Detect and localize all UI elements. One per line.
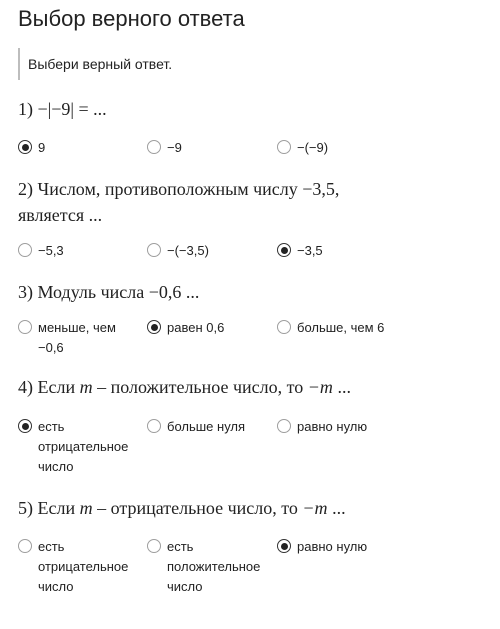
option-label: есть отрицательное число: [38, 419, 129, 474]
radio-button[interactable]: [147, 243, 161, 257]
radio-button[interactable]: [277, 419, 291, 433]
radio-button[interactable]: [277, 320, 291, 334]
q2-option-3[interactable]: [277, 241, 323, 261]
question-1: 1) −|−9| = ...: [18, 99, 107, 119]
q4-option-2[interactable]: [147, 417, 245, 437]
radio-button[interactable]: [147, 140, 161, 154]
option-label: больше, чем 6: [297, 320, 385, 335]
q5-option-2[interactable]: [147, 537, 272, 597]
option-label: −5,3: [38, 243, 64, 258]
option-label: −(−3,5): [167, 243, 209, 258]
q4-text-post: ...: [332, 377, 351, 397]
option-label: −3,5: [297, 243, 323, 258]
option-label: −9: [167, 140, 182, 155]
radio-button[interactable]: [18, 320, 32, 334]
option-label: больше нуля: [167, 419, 246, 434]
q3-option-2[interactable]: [147, 318, 224, 338]
q4-option-1[interactable]: [18, 417, 140, 477]
radio-button[interactable]: [277, 140, 291, 154]
option-label: есть отрицательное число: [38, 539, 129, 594]
q4-option-3[interactable]: [277, 417, 367, 437]
option-label: 9: [38, 140, 46, 155]
q1-option-1[interactable]: [18, 138, 45, 158]
q1-option-3[interactable]: [277, 138, 328, 158]
question-2: [18, 176, 339, 228]
q5-text-pre: 5) Если: [18, 498, 80, 518]
radio-button[interactable]: [18, 419, 32, 433]
question-4: [18, 374, 351, 400]
question-2-line-1: 2) Числом, противоположным числу −3,5,: [18, 179, 340, 199]
question-2-line-2: является ...: [18, 205, 103, 225]
q4-var-neg-m: −m: [307, 377, 333, 397]
q4-var-m: m: [79, 377, 93, 397]
q5-option-3[interactable]: [277, 537, 367, 557]
question-5: [18, 495, 346, 521]
radio-button[interactable]: [277, 243, 291, 257]
radio-button[interactable]: [147, 320, 161, 334]
q2-option-1[interactable]: [18, 241, 64, 261]
q5-var-neg-m: −m: [302, 498, 328, 518]
option-label: −(−9): [297, 140, 329, 155]
radio-button[interactable]: [147, 419, 161, 433]
radio-button[interactable]: [18, 243, 32, 257]
question-3: 3) Модуль числа −0,6 ...: [18, 282, 200, 302]
q4-text-pre: 4) Если: [18, 377, 80, 397]
radio-button[interactable]: [277, 539, 291, 553]
q4-text-mid: – положительное число, то: [92, 377, 308, 397]
option-label: есть положительное число: [167, 539, 261, 594]
radio-button[interactable]: [18, 140, 32, 154]
radio-button[interactable]: [18, 539, 32, 553]
option-label: равно нулю: [297, 419, 368, 434]
q3-option-1[interactable]: [18, 318, 136, 358]
option-label: равно нулю: [297, 539, 368, 554]
radio-button[interactable]: [147, 539, 161, 553]
option-label: равен 0,6: [167, 320, 225, 335]
q5-text-post: ...: [327, 498, 346, 518]
q5-text-mid: – отрицательное число, то: [92, 498, 303, 518]
q2-option-2[interactable]: [147, 241, 209, 261]
instruction: Выбери верный ответ.: [18, 48, 172, 80]
page-title: Выбор верного ответа: [18, 6, 245, 31]
q3-option-3[interactable]: [277, 318, 384, 338]
q5-var-m: m: [79, 498, 93, 518]
q5-option-1[interactable]: [18, 537, 140, 597]
q1-option-2[interactable]: [147, 138, 182, 158]
option-label: меньше, чем −0,6: [38, 320, 116, 355]
